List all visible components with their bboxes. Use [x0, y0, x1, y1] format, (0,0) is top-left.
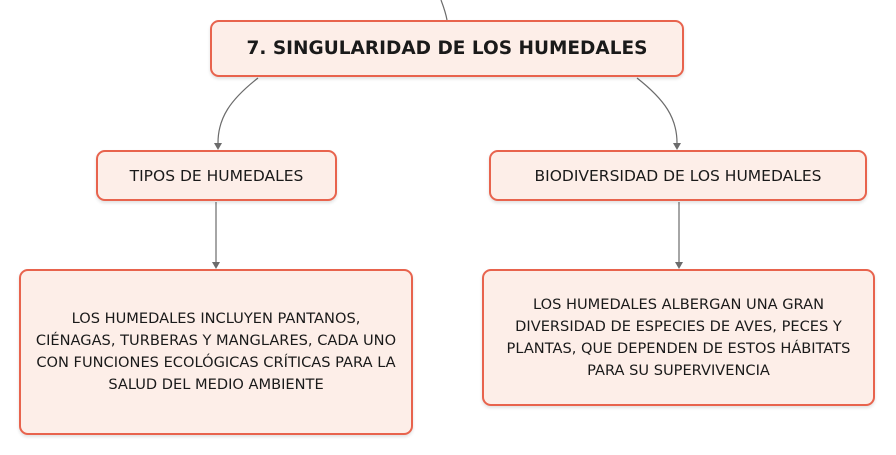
connector-incoming [441, 0, 447, 20]
root-node[interactable] [210, 20, 684, 77]
connector-root-to-biodiversidad [637, 78, 677, 143]
detail-node-tipos-text: LOS HUMEDALES INCLUYEN PANTANOS, CIÉNAGAS, TURBERAS Y MANGLARES, CADA UNO CON FUNCIONES ECOLÓGICAS CRÍTICAS PARA LA SALUD DEL MEDIO AMBIENTE [35, 310, 397, 393]
detail-node-tipos[interactable] [19, 269, 413, 435]
arrowhead-tipos-detail [212, 262, 220, 269]
detail-node-biodiversidad[interactable] [482, 269, 875, 406]
branch-node-tipos-label: TIPOS DE HUMEDALES [129, 166, 304, 185]
branch-node-biodiversidad-label: BIODIVERSIDAD DE LOS HUMEDALES [534, 166, 822, 185]
detail-node-biodiversidad-text: LOS HUMEDALES ALBERGAN UNA GRAN DIVERSIDAD DE ESPECIES DE AVES, PECES Y PLANTAS, QUE DEPENDEN DE ESTOS HÁBITATS PARA SU SUPERVIVENCIA [506, 295, 851, 379]
branch-node-tipos[interactable] [96, 150, 337, 201]
branch-node-biodiversidad[interactable] [489, 150, 867, 201]
arrowhead-biodiversidad-detail [675, 262, 683, 269]
connector-root-to-tipos [218, 78, 258, 143]
arrowhead-tipos [214, 143, 222, 150]
root-node-label: 7. SINGULARIDAD DE LOS HUMEDALES [246, 38, 648, 59]
arrowhead-biodiversidad [673, 143, 681, 150]
